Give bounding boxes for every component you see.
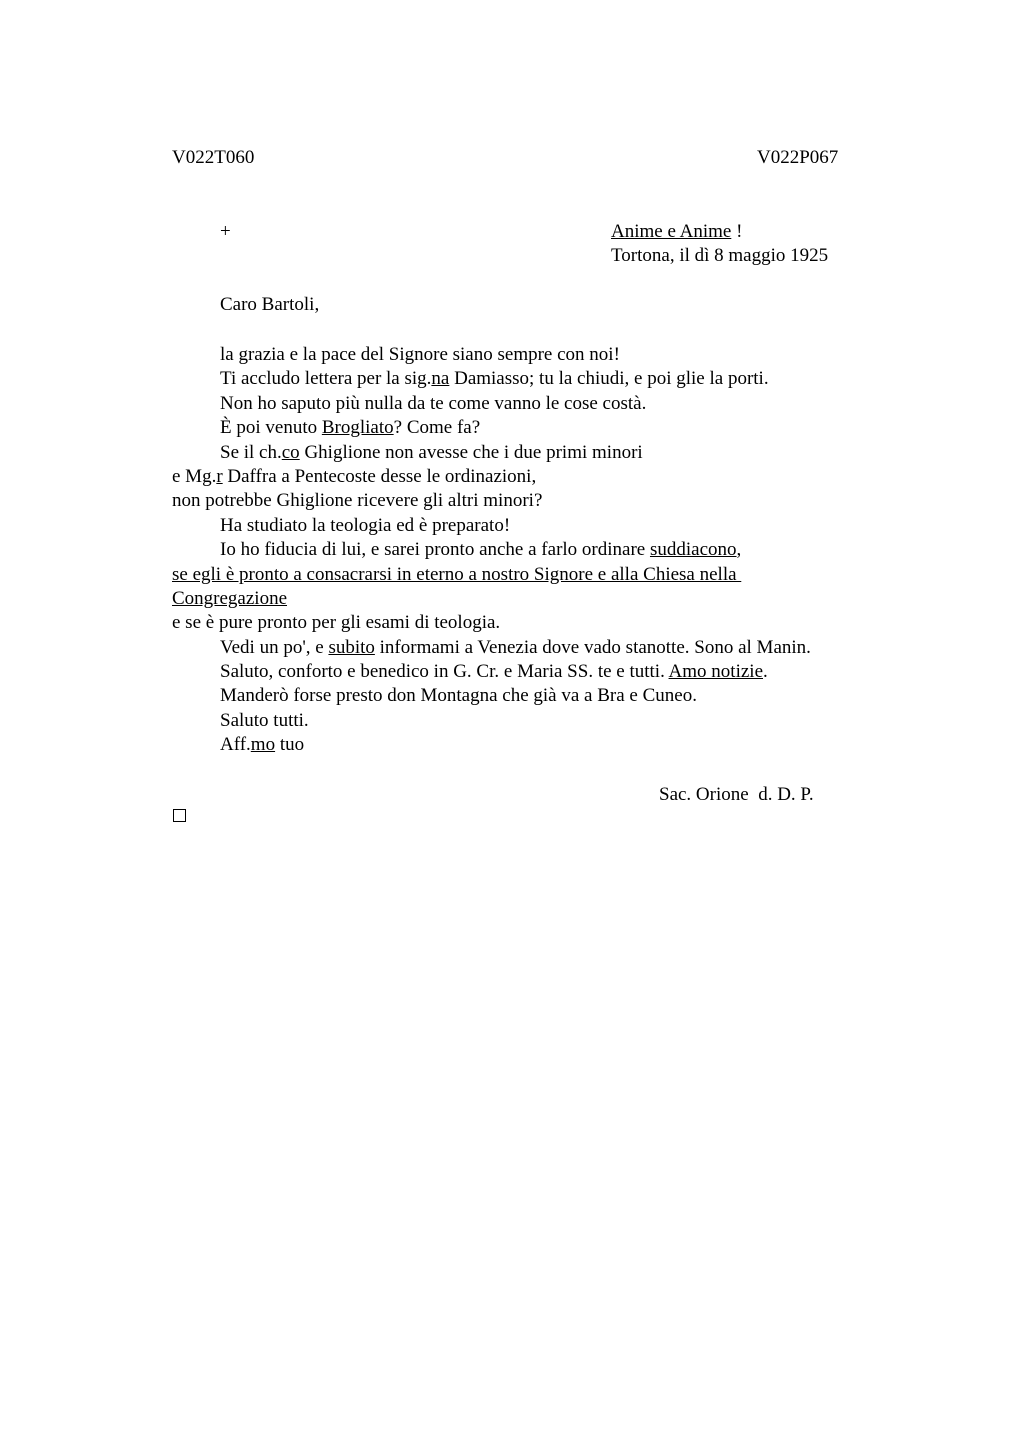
body-line: la grazia e la pace del Signore siano sempre con noi!: [220, 344, 620, 365]
body-line: Ha studiato la teologia ed è preparato!: [220, 514, 511, 536]
cross-mark: +: [220, 221, 231, 242]
body-line: [172, 563, 892, 587]
body-line: [172, 587, 892, 611]
text-segment: Io ho fiducia di lui, e sarei pronto anche a farlo ordinare: [220, 539, 650, 561]
text-segment: Se il ch.: [220, 441, 282, 463]
text-segment: Vedi un po', e: [220, 636, 329, 658]
body-line: [172, 538, 892, 562]
text-segment: Saluto, conforto e benedico in G. Cr. e Maria SS. te e tutti.: [220, 661, 669, 683]
body-line: [172, 660, 892, 684]
underlined-word: suddiacono: [649, 539, 737, 561]
motto: [611, 220, 742, 244]
abbreviation: r: [216, 465, 223, 487]
motto-suffix: !: [731, 221, 743, 242]
underlined-name: Brogliato: [321, 417, 394, 439]
text-segment: .: [763, 661, 768, 683]
text-segment: e Mg.: [172, 465, 217, 487]
body-line: [172, 367, 892, 391]
text-segment: Ti accludo lettera per la sig.: [220, 368, 432, 390]
body-line: non potrebbe Ghiglione ricevere gli altri minori?: [172, 490, 543, 512]
text-segment: informami a Venezia dove vado stanotte. Sono al Manin.: [374, 636, 811, 658]
abbreviation: mo: [250, 734, 276, 756]
document-code-left: V022T060: [172, 147, 255, 168]
text-segment: Damiasso; tu la chiudi, e poi glie la porti.: [449, 368, 769, 390]
body-line: e se è pure pronto per gli esami di teologia.: [172, 612, 501, 634]
text-segment: Aff.: [220, 734, 251, 756]
body-line: [172, 733, 892, 757]
underlined-phrase: se egli è pronto a consacrarsi in eterno a nostro Signore e alla Chiesa nella: [172, 563, 742, 585]
text-segment: È poi venuto: [220, 417, 322, 439]
salutation: Caro Bartoli,: [220, 294, 320, 315]
underlined-phrase: Amo notizie: [668, 661, 763, 683]
document-code-right: V022P067: [757, 147, 839, 168]
body-line: [172, 465, 892, 489]
letter-body: [172, 343, 892, 758]
end-box-icon: [173, 809, 186, 822]
signature: Sac. Orione d. D. P.: [659, 784, 814, 805]
abbreviation: co: [281, 441, 300, 463]
underlined-phrase: Congregazione: [172, 587, 288, 609]
motto-text: Anime e Anime: [611, 221, 732, 242]
place-date: Tortona, il dì 8 maggio 1925: [611, 245, 829, 266]
underlined-word: subito: [328, 636, 375, 658]
abbreviation: na: [431, 368, 450, 390]
body-line: [172, 441, 892, 465]
text-segment: ,: [736, 539, 742, 561]
text-segment: Ghiglione non avesse che i due primi minori: [299, 441, 643, 463]
text-segment: tuo: [275, 734, 305, 756]
body-line: Manderò forse presto don Montagna che già va a Bra e Cuneo.: [220, 685, 697, 707]
body-line: Saluto tutti.: [220, 709, 309, 731]
body-line: Non ho saputo più nulla da te come vanno le cose costà.: [220, 392, 647, 414]
text-segment: ? Come fa?: [393, 417, 481, 439]
body-line: [172, 636, 892, 660]
text-segment: Daffra a Pentecoste desse le ordinazioni,: [222, 465, 537, 487]
body-line: [172, 416, 892, 440]
